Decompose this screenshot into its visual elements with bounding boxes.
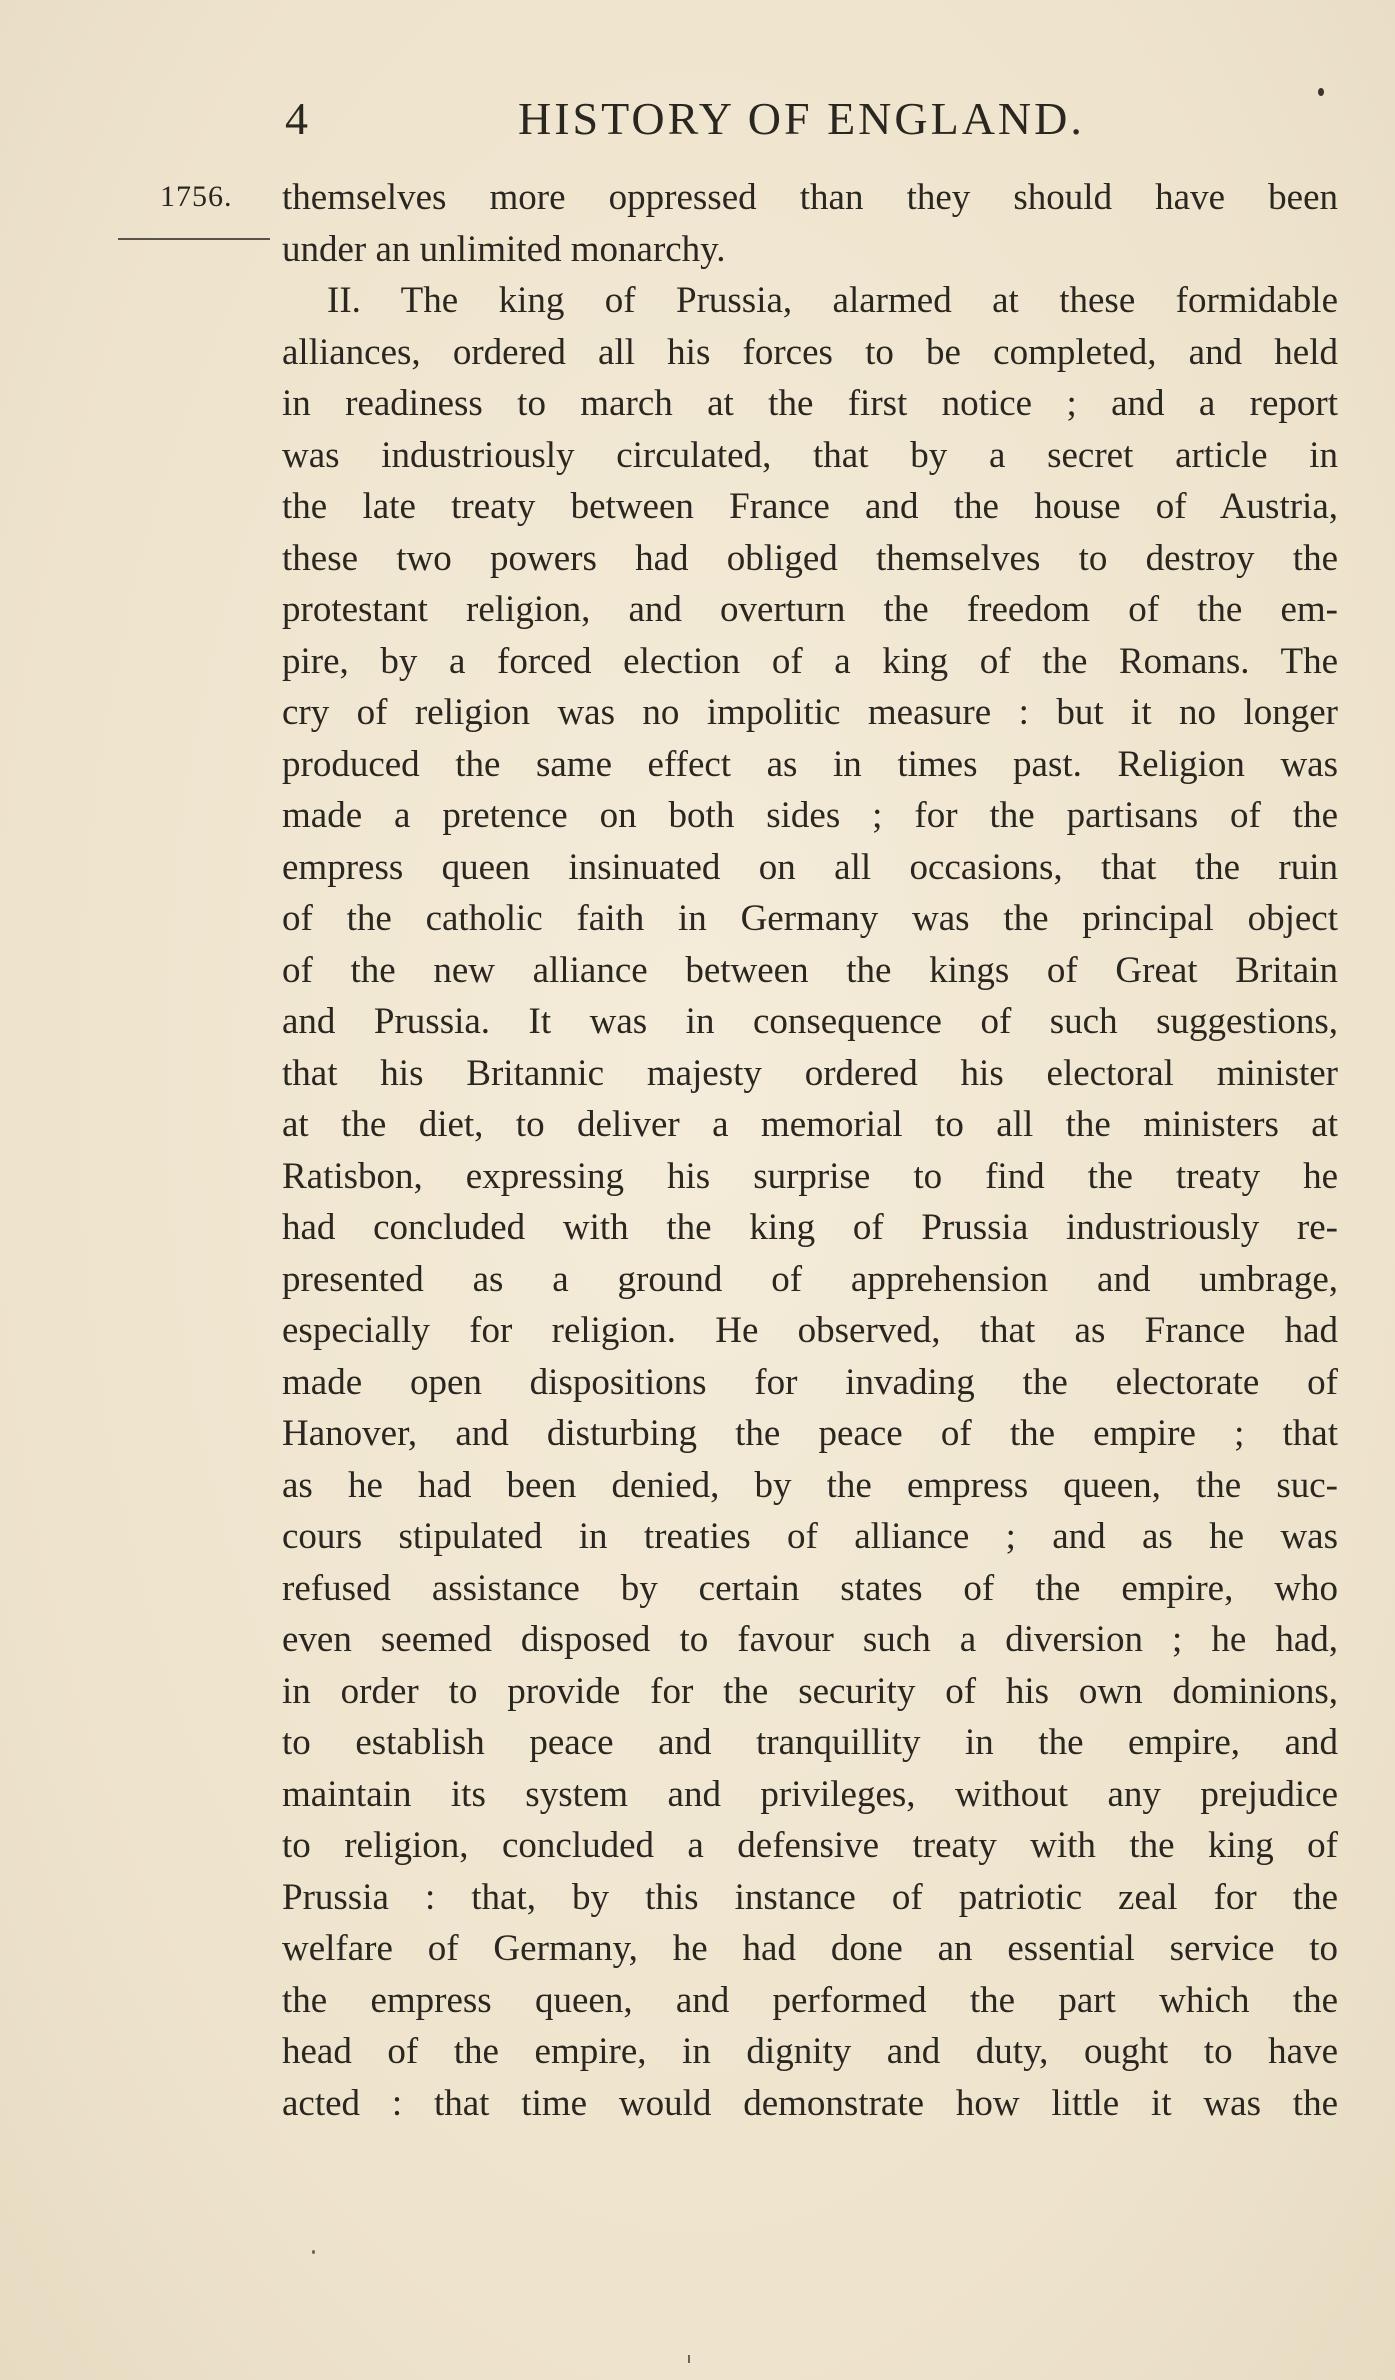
text-line: II. The king of Prussia, alarmed at these formidable <box>327 280 1338 321</box>
text-line: pire, by a forced election of a king of the Romans. The <box>282 640 1338 682</box>
ink-speck <box>312 2250 315 2254</box>
text-line: especially for religion. He observed, that as France had <box>282 1310 1338 1351</box>
text-line: of the new alliance between the kings of Great Britain <box>282 949 1338 991</box>
text-line: presented as a ground of apprehension and umbrage, <box>282 1258 1338 1300</box>
text-line: in order to provide for the security of his own dominions, <box>282 1670 1338 1712</box>
text-line: Hanover, and disturbing the peace of the empire ; that <box>282 1413 1338 1454</box>
text-line: the late treaty between France and the house of Austria, <box>282 486 1338 527</box>
text-line: cry of religion was no impolitic measure : but it no longer <box>282 692 1338 733</box>
text-line: to establish peace and tranquillity in the empire, and <box>282 1722 1338 1763</box>
text-line: to religion, concluded a defensive treaty with the king of <box>282 1825 1338 1866</box>
text-line: empress queen insinuated on all occasions, that the ruin <box>282 846 1338 888</box>
text-line: even seemed disposed to favour such a diversion ; he had, <box>282 1619 1338 1660</box>
text-line: as he had been denied, by the empress queen, the suc- <box>282 1464 1338 1506</box>
text-line: Ratisbon, expressing his surprise to find the treaty he <box>282 1155 1338 1197</box>
running-head: HISTORY OF ENGLAND. <box>518 93 1085 144</box>
text-line: had concluded with the king of Prussia industriously re- <box>282 1207 1338 1248</box>
text-line: refused assistance by certain states of the empire, who <box>282 1567 1338 1609</box>
ink-speck <box>1318 88 1324 96</box>
text-line: acted : that time would demonstrate how little it was the <box>282 2082 1338 2124</box>
text-line: made open dispositions for invading the electorate of <box>282 1361 1338 1403</box>
ink-speck <box>688 2355 690 2363</box>
text-line: was industriously circulated, that by a secret article in <box>282 434 1338 476</box>
text-line: in readiness to march at the first notice ; and a report <box>282 383 1338 424</box>
text-line: maintain its system and privileges, without any prejudice <box>282 1773 1338 1815</box>
text-line: the empress queen, and performed the part which the <box>282 1979 1338 2021</box>
text-line: themselves more oppressed than they should have been <box>282 177 1338 218</box>
page-number: 4 <box>285 93 309 144</box>
text-line: of the catholic faith in Germany was the principal object <box>282 898 1338 939</box>
margin-rule <box>118 238 270 240</box>
text-line: produced the same effect as in times past. Religion was <box>282 743 1338 785</box>
text-line: protestant religion, and overturn the freedom of the em- <box>282 589 1338 630</box>
text-line: these two powers had obliged themselves to destroy the <box>282 537 1338 579</box>
text-line: under an unlimited monarchy. <box>282 228 726 270</box>
text-line: at the diet, to deliver a memorial to all the ministers at <box>282 1104 1338 1145</box>
text-line: and Prussia. It was in consequence of such suggestions, <box>282 1001 1338 1042</box>
text-line: head of the empire, in dignity and duty, ought to have <box>282 2031 1338 2072</box>
text-line: made a pretence on both sides ; for the partisans of the <box>282 795 1338 836</box>
text-line: cours stipulated in treaties of alliance ; and as he was <box>282 1516 1338 1557</box>
text-line: Prussia : that, by this instance of patriotic zeal for the <box>282 1876 1338 1918</box>
margin-year: 1756. <box>160 180 233 213</box>
body-text <box>282 172 1338 2129</box>
text-line: alliances, ordered all his forces to be completed, and held <box>282 331 1338 373</box>
page-header <box>285 92 1335 152</box>
text-line: welfare of Germany, he had done an essential service to <box>282 1928 1338 1969</box>
text-line: that his Britannic majesty ordered his electoral minister <box>282 1052 1338 1094</box>
